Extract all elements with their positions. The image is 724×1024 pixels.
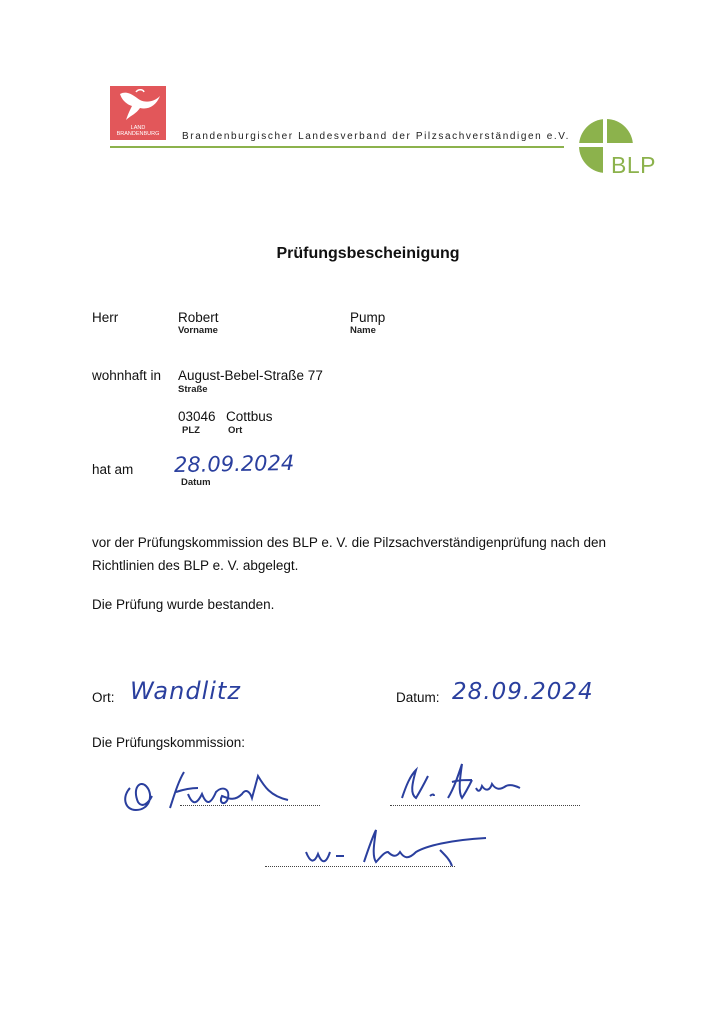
header-rule	[110, 146, 564, 148]
place-label: Ort:	[92, 690, 115, 705]
zip-label: PLZ	[182, 425, 200, 436]
blp-text: BLP	[611, 152, 656, 178]
exam-label: hat am	[92, 462, 134, 477]
salutation: Herr	[92, 310, 119, 325]
page-title: Prüfungsbescheinigung	[276, 245, 460, 262]
date-label: Datum:	[396, 690, 440, 705]
address-label: wohnhaft in	[92, 368, 162, 383]
signature-1	[118, 758, 318, 828]
body-line-2: Richtlinien des BLP e. V. abgelegt.	[92, 558, 299, 573]
blp-logo	[578, 118, 668, 176]
zip: 03046	[178, 409, 216, 424]
org-name: Brandenburgischer Landesverband der Pilzsachverständigen e.V.	[182, 131, 570, 142]
exam-date-label: Datum	[181, 477, 211, 488]
signature-3	[300, 822, 510, 882]
date-value: 28.09.2024	[452, 679, 594, 705]
body-line-1: vor der Prüfungskommission des BLP e. V. die Pilzsachverständigenprüfung nach den	[92, 535, 607, 550]
last-name-label: Name	[350, 325, 376, 336]
street-label: Straße	[178, 384, 208, 395]
first-name-label: Vorname	[178, 325, 218, 336]
city: Cottbus	[226, 409, 273, 424]
commission-label: Die Prüfungskommission:	[92, 735, 246, 750]
exam-result: Die Prüfung wurde bestanden.	[92, 597, 275, 612]
logo-text: LAND BRANDENBURG	[116, 125, 160, 137]
signature-2	[392, 758, 542, 818]
first-name: Robert	[178, 310, 219, 325]
place-value: Wandlitz	[130, 677, 241, 705]
last-name: Pump	[350, 310, 386, 325]
city-label: Ort	[228, 425, 243, 436]
eagle-icon	[110, 86, 166, 124]
exam-date: 28.09.2024	[173, 450, 295, 478]
street: August-Bebel-Straße 77	[178, 368, 323, 383]
brandenburg-logo	[110, 86, 166, 140]
